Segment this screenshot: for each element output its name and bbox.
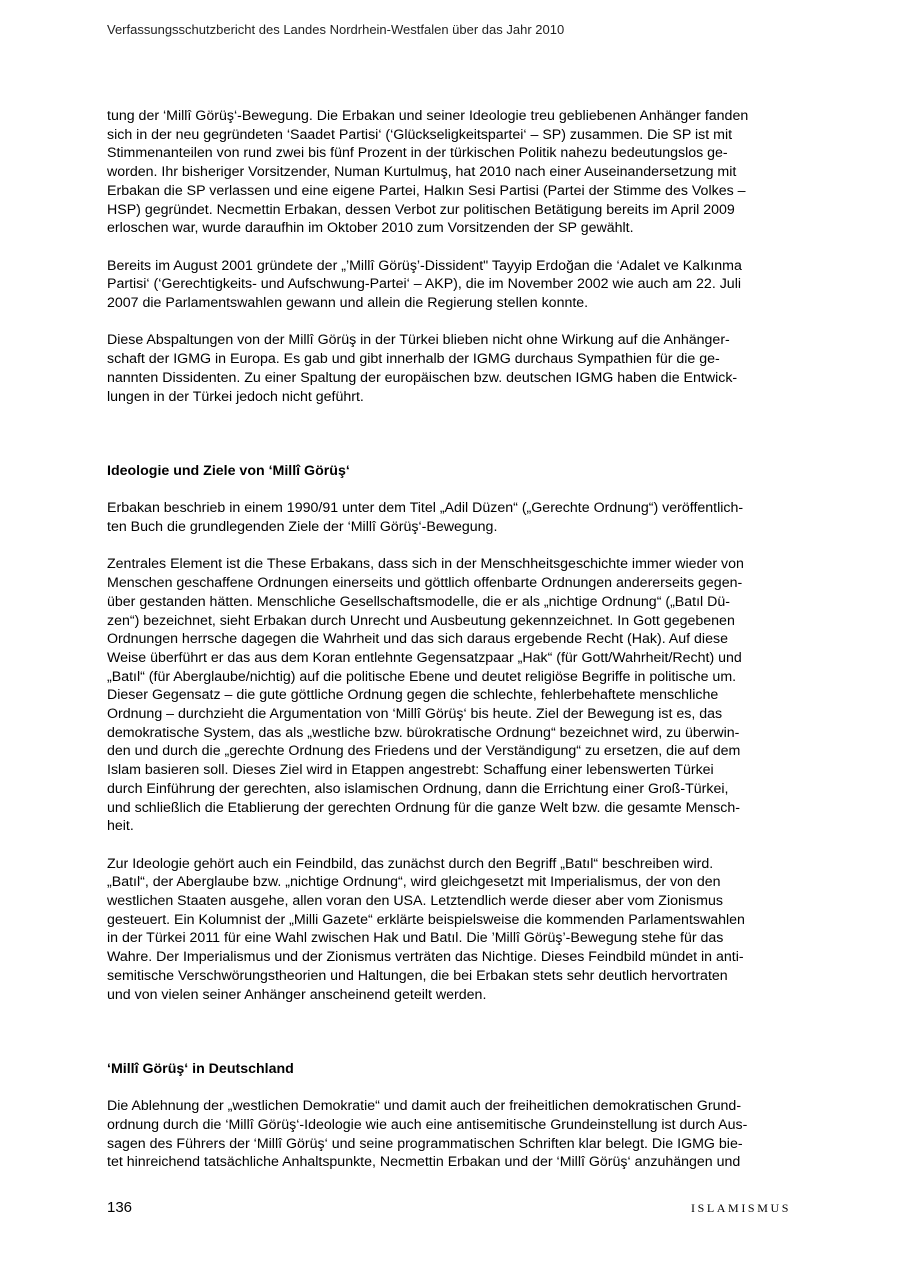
section-heading: Ideologie und Ziele von ‘Millî Görüş‘: [107, 462, 350, 479]
paragraph: Die Ablehnung der „westlichen Demokratie“ und damit auch der freiheitlichen demokratischen Grund- ordnung durch die ‘Millî Görüş‘-Ideologie wie auch eine antisemitische Grundeinstellung ist durch Aus- sagen des Führers der ‘Millî Görüş‘ und seine programmatischen Schriften klar belegt. Die IGMG bie- tet hinreichend tatsächliche Anhaltspunkte, Necmettin Erbakan und der ‘Millî Görüş‘ anzuhängen und: [107, 1098, 748, 1171]
paragraph: tung der ‘Millî Görüş‘-Bewegung. Die Erbakan und seiner Ideologie treu gebliebenen Anhänger fanden sich in der neu gegründeten ‘Saadet Partisi‘ (‘Glückseligkeitspartei‘ – SP) zusammen. Die SP ist mit Stimmenanteilen von rund zwei bis fünf Prozent in der türkischen Politik nahezu bedeutungslos ge- worden. Ihr bisheriger Vorsitzender, Numan Kurtulmuş, hat 2010 nach einer Auseinandersetzung mit Erbakan die SP verlassen und eine eigene Partei, Halkın Sesi Partisi (Partei der Stimme des Volkes – HSP) gegründet. Necmettin Erbakan, dessen Verbot zur politischen Betätigung bereits im April 2009 erloschen war, wurde daraufhin im Oktober 2010 zum Vorsitzenden der SP gewählt.: [107, 108, 749, 237]
paragraph: Diese Abspaltungen von der Millî Görüş in der Türkei blieben nicht ohne Wirkung auf die Anhänger- schaft der IGMG in Europa. Es gab und gibt innerhalb der IGMG durchaus Sympathien für die ge- nannten Dissidenten. Zu einer Spaltung der europäischen bzw. deutschen IGMG haben die Entwick- lungen in der Türkei jedoch nicht geführt.: [107, 332, 738, 405]
paragraph: Erbakan beschrieb in einem 1990/91 unter dem Titel „Adil Düzen“ („Gerechte Ordnung“) veröffentlich- ten Buch die grundlegenden Ziele der ‘Millî Görüş‘-Bewegung.: [107, 500, 744, 535]
section-spacer: [107, 1023, 797, 1060]
paragraph: Zur Ideologie gehört auch ein Feindbild, das zunächst durch den Begriff „Batıl“ beschreiben wird. „Batıl“, der Aberglaube bzw. „nichtige Ordnung“, wird gleichgesetzt mit Imperialismus, der von den westlichen Staaten ausgehe, allen voran den USA. Letztendlich werde dieser aber vom Zionismus gesteuert. Ein Kolumnist der „Milli Gazete“ erklärte beispielsweise die kommenden Parlamentswahlen in der Türkei 2011 für eine Wahl zwischen Hak und Batıl. Die ’Millî Görüş’-Bewegung stehe für das Wahre. Der Imperialismus und der Zionismus verträten das Nichtige. Dieses Feindbild mündet in anti- semitische Verschwörungstheorien und Haltungen, die bei Erbakan stets sehr deutlich hervortraten und von vielen seiner Anhänger anscheinend geteilt werden.: [107, 855, 745, 1003]
paragraph: Zentrales Element ist die These Erbakans, dass sich in der Menschheitsgeschichte immer wieder von Menschen geschaffene Ordnungen einerseits und göttlich offenbarte Ordnungen andererseits gegen- über gestanden hätten. Menschliche Gesellschaftsmodelle, die er als „nichtige Ordnung“ („Batıl Dü- zen“) bezeichnet, sieht Erbakan durch Unrecht und Ausbeutung gekennzeichnet. In Gott gegebenen Ordnungen herrsche dagegen die Wahrheit und das sich daraus ergebende Recht (Hak). Auf diese Weise überführt er das aus dem Koran entlehnte Gegensatzpaar „Hak“ (für Gott/Wahrheit/Recht) und „Batıl“ (für Aberglaube/nichtig) auf die politische Ebene und deutet religiöse Begriffe in politische um. Dieser Gegensatz – die gute göttliche Ordnung gegen die schlechte, fehlerbehaftete menschliche Ordnung – durchzieht die Argumentation von ‘Millî Görüş‘ bis heute. Ziel der Bewegung ist es, das demokratische System, das als „westliche bzw. bürokratische Ordnung“ bezeichnet wird, zu überwin- den und durch die „gerechte Ordnung des Friedens und der Verständigung“ zu ersetzen, die auf dem Islam basieren soll. Dieses Ziel wird in Etappen angestrebt: Schaffung einer lebenswerten Türkei durch Einführung der gerechten, also islamischen Ordnung, dann die Errichtung einer Groß-Türkei, und schließlich die Etablierung der gerechten Ordnung für die ganze Welt bzw. die gesamte Mensch- heit.: [107, 556, 744, 835]
running-header: Verfassungsschutzbericht des Landes Nordrhein-Westfalen über das Jahr 2010: [107, 22, 565, 37]
section-spacer: [107, 425, 797, 462]
section-label: ISLAMISMUS: [690, 1201, 791, 1215]
document-body: [107, 107, 797, 1191]
section-heading: ‘Millî Görüş‘ in Deutschland: [107, 1060, 294, 1077]
page-number: 136: [107, 1199, 133, 1216]
paragraph: Bereits im August 2001 gründete der „’Millî Görüş’-Dissident" Tayyip Erdoğan die ‘Adalet ve Kalkınma Partisi‘ (‘Gerechtigkeits- und Aufschwung-Partei‘ – AKP), die im November 2002 wie auch am 22. Juli 2007 die Parlamentswahlen gewann und allein die Regierung stellen konnte.: [107, 257, 742, 312]
